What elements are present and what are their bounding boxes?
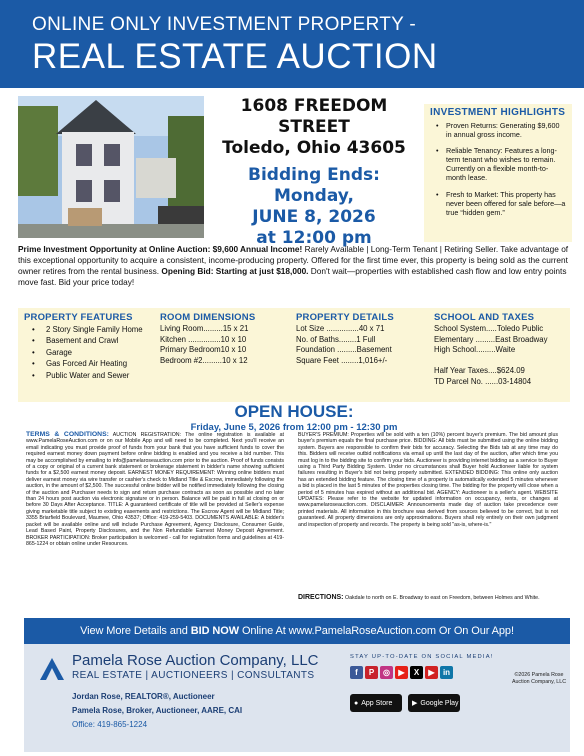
directions-text: Oakdale to north on E. Broadway to east on Freedom, between Holmes and White. xyxy=(343,595,540,601)
company-name: Pamela Rose Auction Company, LLC xyxy=(72,652,319,669)
school-row: High School.........Waite xyxy=(434,345,516,355)
room-dimensions xyxy=(160,312,296,402)
school-row-spacer xyxy=(434,356,570,367)
bidding-date: JUNE 8, 2026 xyxy=(252,207,376,227)
open-house xyxy=(18,402,570,434)
detail-row: No. of Baths........1 Full xyxy=(296,334,376,344)
company-tagline: REAL ESTATE | AUCTIONEERS | CONSULTANTS xyxy=(72,670,315,681)
room-row: Kitchen ...............10 x 10 xyxy=(160,334,247,344)
app-store-button[interactable]: ● App Store xyxy=(350,694,402,712)
terms-lead: TERMS & CONDITIONS: xyxy=(26,431,109,438)
street-address: 1608 FREEDOM STREET xyxy=(240,96,388,137)
apple-icon: ● xyxy=(354,699,359,707)
city-state: Toledo, Ohio 43605 xyxy=(222,138,406,158)
highlight-item: • Fresh to Market: This property has never been offered for sale before—a true “hidden gem.” xyxy=(430,190,566,217)
school-and-taxes xyxy=(434,312,570,402)
google-play-button[interactable]: ▶ Google Play xyxy=(408,694,460,712)
social-icons xyxy=(350,666,453,679)
person-2: Pamela Rose, Broker, Auctioneer, AARE, CAI xyxy=(72,706,243,715)
social-heading: STAY UP-TO-DATE ON SOCIAL MEDIA! xyxy=(350,654,494,660)
highlights-title: INVESTMENT HIGHLIGHTS xyxy=(430,107,566,118)
cta-post: Online At www.PamelaRoseAuction.com Or On Our App! xyxy=(238,625,514,637)
rooms-title: ROOM DIMENSIONS xyxy=(160,312,256,323)
facebook-icon[interactable]: f xyxy=(350,666,363,679)
features-title: PROPERTY FEATURES xyxy=(24,312,133,323)
cta-bold: BID NOW xyxy=(190,625,239,637)
terms-left-text: AUCTION REGISTRATION: The online registration is available at www.PamelaRoseAuction.com or on our Mobile App and will need to be completed. Next you'll receive an email indicating you must provide proof of funds from your bank that you have sufficient funds to cover the required earnest money down payment before online bidding is enabled and you receive a bid number. This may be accomplished by emailing to info@pamelaroseauction.com prior to the auction. Proof of funds consists of a copy or original of a current bank statement or brokerage statement in bidder's name showing sufficient funds for a $2,500 earnest money deposit. EARNEST MONEY REQUIREMENT: Winning online bidders must deliver earnest money via wire transfer or cashier's check to Midland Title & Escrow, immediately following the auction, in the amount of $2,500. The successful online bidder will be notified immediately following the closing of the auction and Purchaser needs to sign and return purchase contracts as soon as possible and no later than 24 hours post auction via electronic signature or in person. Balance will be paid in full at closing on or before 30 Days After Acceptance. TITLE: A guaranteed certificate of title will be provided at Seller's expense giving marketable title subject to existing easements and restrictions. The Escrow Agent will be Midland Title; 3355 Briarfield Boulevard, Maumee, Ohio 43537; Office: 419-259-5403. DOCUMENTS AVAILABLE: A bidder's packet will be available online and will include Purchase Agreement, Agency Disclosure, Consumer Guide, Lead Based Paint, Property Disclosures, and the Non Refundable Earnest Money Deposit Agreement. BROKER PARTICIPATION: Broker participation is welcomed - call for registration forms and guidelines at 419-865-1224 or obtain online under Resources. xyxy=(26,432,284,547)
address-block xyxy=(206,96,422,249)
investment-highlights xyxy=(424,104,572,242)
details-title: PROPERTY DETAILS xyxy=(296,312,394,323)
pinterest-icon[interactable]: P xyxy=(365,666,378,679)
detail-row: Foundation .........Basement xyxy=(296,345,392,355)
room-row: Primary Bedroom10 x 10 xyxy=(160,345,247,355)
terms-left-column xyxy=(26,432,284,547)
room-row: Living Room.........15 x 21 xyxy=(160,324,249,333)
open-house-title: OPEN HOUSE: xyxy=(234,402,354,421)
intro-paragraph xyxy=(18,244,570,288)
property-details xyxy=(296,312,434,402)
x-icon[interactable]: X xyxy=(410,666,423,679)
school-row: School System.....Toledo Public xyxy=(434,324,544,333)
school-row: Half Year Taxes....$624.09 xyxy=(434,366,525,376)
bidding-day: Monday, xyxy=(273,186,355,206)
youtube-icon[interactable]: ▶ xyxy=(395,666,408,679)
footer xyxy=(24,644,570,752)
person-1: Jordan Rose, REALTOR®, Auctioneer xyxy=(72,692,215,701)
school-row: TD Parcel No. ......03-14804 xyxy=(434,376,532,386)
youtube-alt-icon[interactable]: ▶ xyxy=(425,666,438,679)
feature-item: • 2 Story Single Family Home xyxy=(24,324,160,335)
instagram-icon[interactable]: ◎ xyxy=(380,666,393,679)
intro-bold-1: Prime Investment Opportunity at Online Auction: $9,600 Annual Income! xyxy=(18,244,303,254)
cta-banner[interactable] xyxy=(24,618,570,644)
intro-text-1: Rarely Available | Long-Term Tenant | Retiring Seller. Take advantage of this exceptional opportunity to acquire a consistent, income-producing property. Offered for the first time ever, this property is being sold as the current owner retires from the rental business. xyxy=(18,244,569,276)
linkedin-icon[interactable]: in xyxy=(440,666,453,679)
school-title: SCHOOL AND TAXES xyxy=(434,312,535,323)
feature-item: • Basement and Crawl xyxy=(24,335,160,346)
cta-pre: View More Details and xyxy=(80,625,191,637)
bidding-ends-label: Bidding Ends: xyxy=(248,165,380,185)
header-banner xyxy=(0,0,584,88)
feature-item: • Gas Forced Air Heating xyxy=(24,358,160,369)
property-features xyxy=(24,312,160,402)
open-house-date: Friday, June 5, 2026 from 12:00 pm - 12:30 pm xyxy=(190,422,398,433)
highlight-item: • Reliable Tenancy: Features a long-term tenant who wishes to remain. Currently on a flexible month-to-month lease. xyxy=(430,146,566,182)
feature-item: • Public Water and Sewer xyxy=(24,370,160,381)
directions-label: DIRECTIONS: xyxy=(298,594,344,601)
detail-row: Lot Size ...............40 x 71 xyxy=(296,324,385,333)
room-row: Bedroom #2.........10 x 12 xyxy=(160,355,248,365)
header-line-2: REAL ESTATE AUCTION xyxy=(32,37,438,76)
school-row: Elementary .........East Broadway xyxy=(434,334,548,344)
company-logo-icon xyxy=(38,654,66,682)
intro-bold-2: Opening Bid: Starting at just $18,000. xyxy=(161,266,309,276)
terms-right-column: BUYER'S PREMIUM: Properties will be sold with a ten (10%) percent buyer's premium. The bid amount plus buyer's premium equals the final purchase price. BIDDING: All bids must be submitted using the online bidding system. Buyers are responsible to confirm their bids for accuracy. Selecting the Bids tab at any time may do this. Bidders will receive outbid notifications via email up until the last day of the auction, after which time you must log in to the bidding site to confirm your bids. Auctioneer is providing internet bidding as a service to Buyer using a Third Party Bidding System. Under no circumstances shall Buyer hold Auctioneer liable for system failures resulting in Buyer's bid not being properly submitted. EXTENDED BIDDING: This online only auction has an extended bidding feature. The closing time of a property is automatically extended 5 minutes whenever a bid is placed in the last 5 minutes of the properties closing time. The bidding for the property will close when a period of 5 minutes has expired without an additional bid. AGENCY: Auctioneer is a seller's agent. WEBSITE UPDATES: Please refer to the website for updated information on occupancy, rents, or changes at www.pamelaroseauction.com. DISCLAIMER: Announcements made day of auction take precedence over printed materials. All information in this brochure was derived from sources believed to be correct, but is not guaranteed. All property dimensions are only approximations. Buyers shall rely entirely on their own judgment and inspection of property and records. The property is being sold "as-is, where-is." xyxy=(298,432,558,528)
property-info-panel xyxy=(18,308,570,402)
intro-text-2: Don't wait—properties with established cash flow and low entry points move fast. Bid your price today! xyxy=(18,266,567,287)
header-line-1: ONLINE ONLY INVESTMENT PROPERTY - xyxy=(32,14,417,35)
property-photo xyxy=(18,96,204,238)
directions xyxy=(298,594,568,602)
highlight-item: • Proven Returns: Generating $9,600 in annual gross income. xyxy=(430,121,566,139)
copyright: ©2026 Pamela Rose Auction Company, LLC xyxy=(511,672,567,685)
office-phone: Office: 419-865-1224 xyxy=(72,720,148,729)
play-icon: ▶ xyxy=(412,700,418,707)
bidding-time: at 12:00 pm xyxy=(256,228,372,248)
feature-item: • Garage xyxy=(24,347,160,358)
detail-row: Square Feet ........1,016+/- xyxy=(296,355,388,365)
